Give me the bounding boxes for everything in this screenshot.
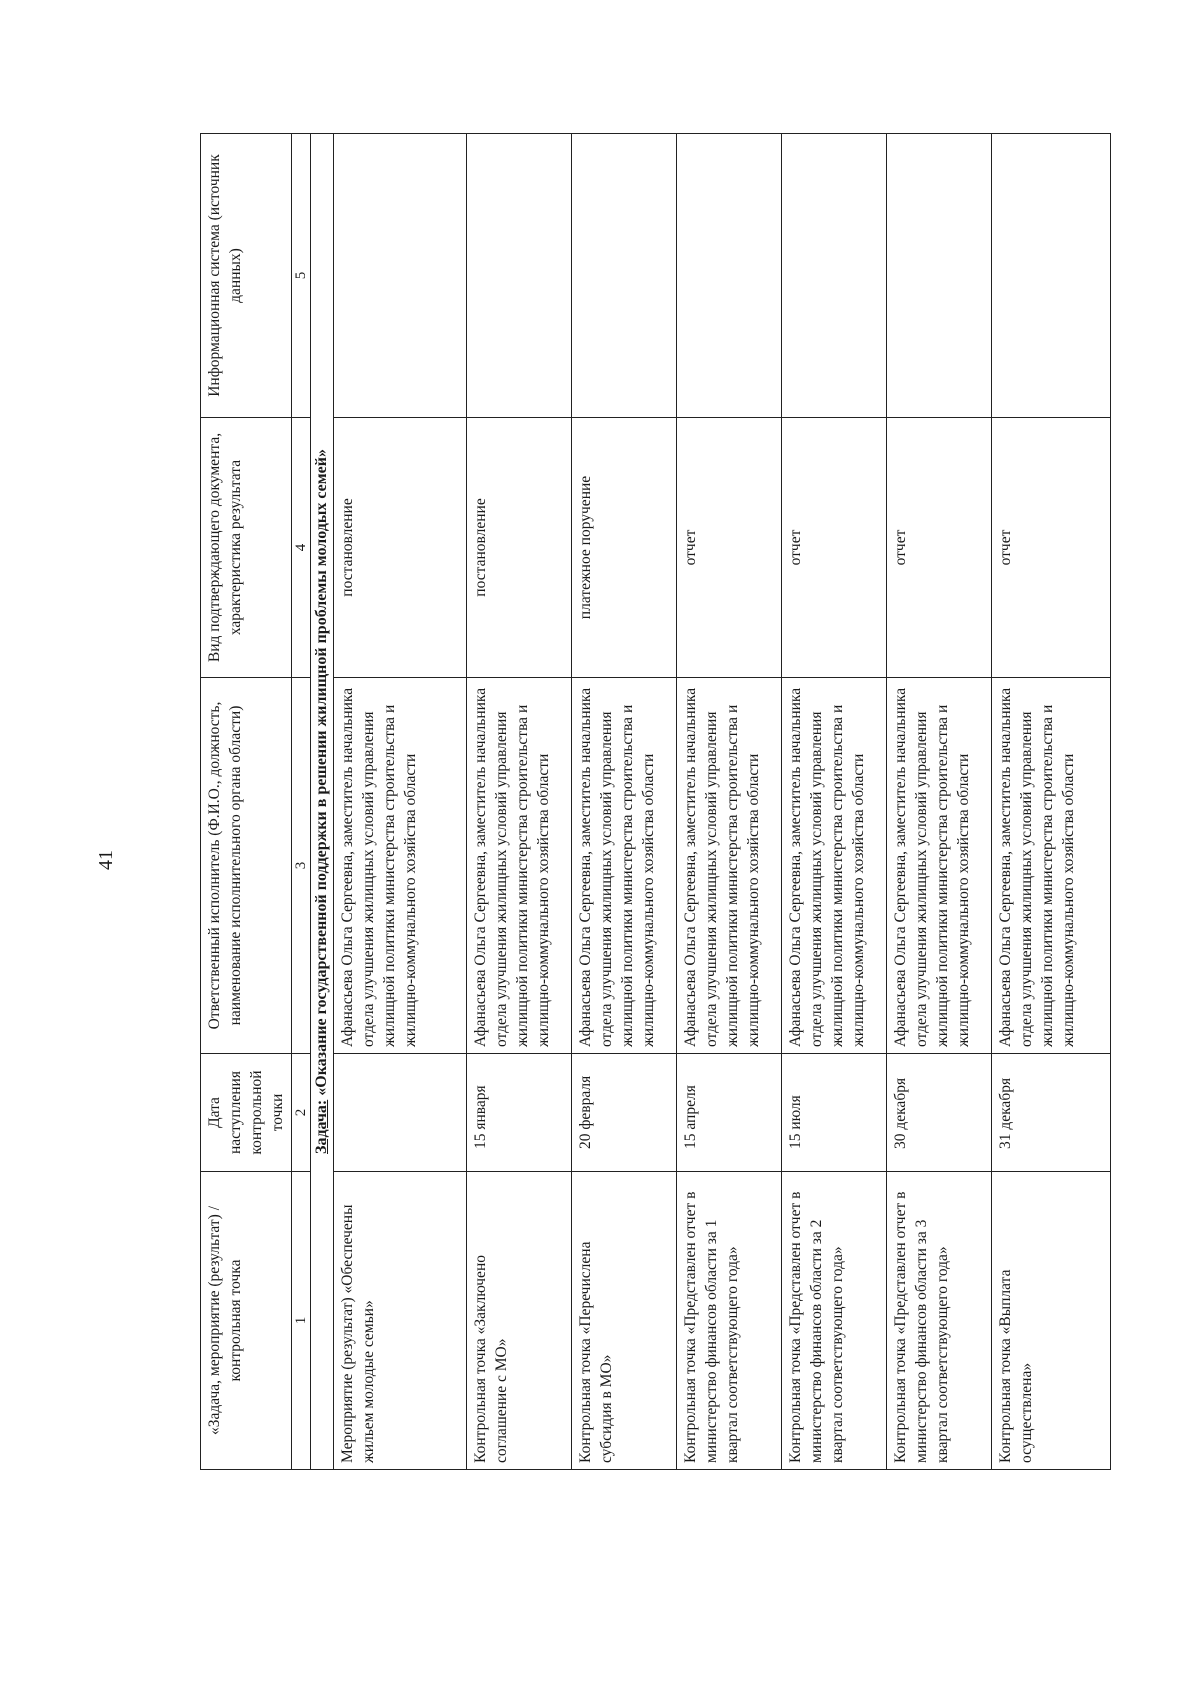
- row-document: постановление: [467, 418, 572, 678]
- row-name: Контрольная точка «Представлен отчет в министерство финансов области за 1 квартал соответствующего года»: [677, 1172, 782, 1470]
- row-source: [887, 134, 992, 418]
- table-row: [992, 134, 1111, 1470]
- column-number: 4: [292, 418, 311, 678]
- row-source: [572, 134, 677, 418]
- header-executor: Ответственный исполнитель (Ф.И.О., должность, наименование исполнительного органа области): [201, 678, 292, 1054]
- row-date: 15 января: [467, 1054, 572, 1172]
- control-points-table: [200, 133, 1111, 1470]
- row-name: Контрольная точка «Представлен отчет в министерство финансов области за 3 квартал соответствующего года»: [887, 1172, 992, 1470]
- rotated-table-container: [200, 134, 1200, 1470]
- row-document: отчет: [992, 418, 1111, 678]
- row-name: Контрольная точка «Перечислена субсидия в МО»: [572, 1172, 677, 1470]
- row-document: платежное поручение: [572, 418, 677, 678]
- header-date: Дата наступления контрольной точки: [201, 1054, 292, 1172]
- row-name: Контрольная точка «Представлен отчет в министерство финансов области за 2 квартал соответствующего года»: [782, 1172, 887, 1470]
- header-task: «Задача, мероприятие (результат) / контрольная точка: [201, 1172, 292, 1470]
- row-source: [467, 134, 572, 418]
- table-row: [677, 134, 782, 1470]
- row-executor: Афанасьева Ольга Сергеевна, заместитель начальника отдела улучшения жилищных условий управления жилищной политики министерства строительства и жилищно-коммунального хозяйства области: [992, 678, 1111, 1054]
- row-executor: Афанасьева Ольга Сергеевна, заместитель начальника отдела улучшения жилищных условий управления жилищной политики министерства строительства и жилищно-коммунального хозяйства области: [887, 678, 992, 1054]
- column-number: 3: [292, 678, 311, 1054]
- row-executor: Афанасьева Ольга Сергеевна, заместитель начальника отдела улучшения жилищных условий управления жилищной политики министерства строительства и жилищно-коммунального хозяйства области: [677, 678, 782, 1054]
- row-source: [334, 134, 467, 418]
- row-date: 31 декабря: [992, 1054, 1111, 1172]
- task-row: [311, 134, 334, 1470]
- table-row: [782, 134, 887, 1470]
- table-row: [887, 134, 992, 1470]
- row-name: Контрольная точка «Выплата осуществлена»: [992, 1172, 1111, 1470]
- row-source: [782, 134, 887, 418]
- row-date: [334, 1054, 467, 1172]
- column-number: 5: [292, 134, 311, 418]
- task-cell: [311, 134, 334, 1470]
- row-document: отчет: [782, 418, 887, 678]
- row-source: [992, 134, 1111, 418]
- column-number: 2: [292, 1054, 311, 1172]
- row-date: 15 июля: [782, 1054, 887, 1172]
- row-date: 20 февраля: [572, 1054, 677, 1172]
- row-name: Контрольная точка «Заключено соглашение с МО»: [467, 1172, 572, 1470]
- header-source: Информационная система (источник данных): [201, 134, 292, 418]
- row-date: 30 декабря: [887, 1054, 992, 1172]
- task-label: Задача:: [313, 1099, 330, 1154]
- task-text: «Оказание государственной поддержки в решении жилищной проблемы молодых семей»: [313, 449, 330, 1100]
- row-document: отчет: [887, 418, 992, 678]
- page-number: 41: [95, 850, 117, 870]
- header-document: Вид подтверждающего документа, характеристика результата: [201, 418, 292, 678]
- row-executor: Афанасьева Ольга Сергеевна, заместитель начальника отдела улучшения жилищных условий управления жилищной политики министерства строительства и жилищно-коммунального хозяйства области: [572, 678, 677, 1054]
- table-row: [467, 134, 572, 1470]
- row-executor: Афанасьева Ольга Сергеевна, заместитель начальника отдела улучшения жилищных условий управления жилищной политики министерства строительства и жилищно-коммунального хозяйства области: [467, 678, 572, 1054]
- column-number: 1: [292, 1172, 311, 1470]
- row-name: Мероприятие (результат) «Обеспечены жильем молодые семьи»: [334, 1172, 467, 1470]
- row-document: постановление: [334, 418, 467, 678]
- table-row: [572, 134, 677, 1470]
- row-date: 15 апреля: [677, 1054, 782, 1172]
- row-document: отчет: [677, 418, 782, 678]
- row-executor: Афанасьева Ольга Сергеевна, заместитель начальника отдела улучшения жилищных условий управления жилищной политики министерства строительства и жилищно-коммунального хозяйства области: [334, 678, 467, 1054]
- column-number-row: [292, 134, 311, 1470]
- row-executor: Афанасьева Ольга Сергеевна, заместитель начальника отдела улучшения жилищных условий управления жилищной политики министерства строительства и жилищно-коммунального хозяйства области: [782, 678, 887, 1054]
- header-row: [201, 134, 292, 1470]
- table-row: [334, 134, 467, 1470]
- row-source: [677, 134, 782, 418]
